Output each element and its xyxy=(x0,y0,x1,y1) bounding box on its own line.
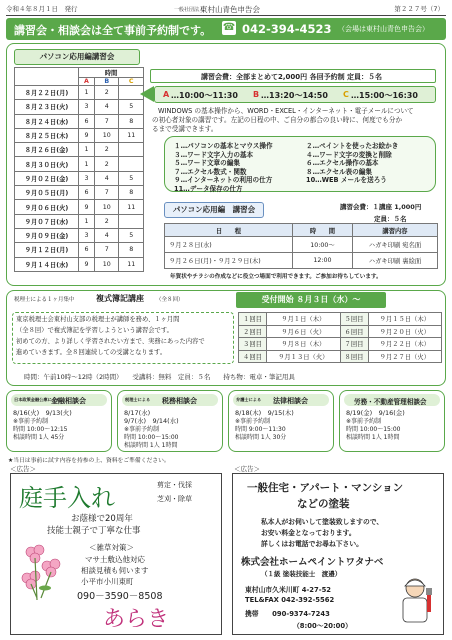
bk-sessions-table xyxy=(238,312,442,363)
paint-line-1: 私本人がお伺いして塗装致しますので、 xyxy=(261,518,384,526)
garden-line-1: マサ土敷込他対応 xyxy=(85,555,145,564)
schedule-date: ８月２３日(火) xyxy=(15,100,79,114)
schedule-c: 5 xyxy=(119,171,144,185)
time-a-letter: A xyxy=(163,90,170,99)
consult-dates: 8/18(木) 9/15(木) xyxy=(235,409,294,417)
bk-session-no: １回目 xyxy=(239,313,267,326)
consult-title-small: 弁護士による xyxy=(236,397,262,402)
apply-head-date: 日 程 xyxy=(165,224,293,237)
garden-line-3: 小平市小川東町 xyxy=(81,577,134,586)
consult-title-small: 税理士による xyxy=(125,397,151,402)
bk-session-no: ２回目 xyxy=(239,325,267,338)
pc-apply-table xyxy=(164,223,438,269)
topic-item: ８…エクセル表の編集 xyxy=(306,167,372,176)
schedule-b: 7 xyxy=(94,243,119,257)
bk-session-no: ５回目 xyxy=(340,313,368,326)
consult-line: ※事前予約制 xyxy=(124,426,160,433)
schedule-row xyxy=(15,228,144,242)
schedule-a: 9 xyxy=(79,200,95,214)
time-c-text: …15:00～16:30 xyxy=(351,91,418,100)
consult-line: 時間 9:00～11:30 xyxy=(235,426,286,433)
schedule-row xyxy=(15,114,144,128)
paint-company: 株式会社ホームペイントワタナベ xyxy=(241,557,384,568)
schedule-a: 6 xyxy=(79,114,95,128)
pc-course-title: パソコン応用編講習会 xyxy=(14,49,140,65)
consult-line: 相談時間 1人 1時間 xyxy=(124,442,178,449)
apply-row2-time: 12:00 xyxy=(293,253,353,269)
issue-number: 第２２７号（7） xyxy=(394,5,444,13)
bk-session-date: ９月８日（木） xyxy=(267,338,341,351)
flower-icon xyxy=(15,540,67,602)
schedule-a: 3 xyxy=(79,228,95,242)
consult-title: 金融相談会 xyxy=(51,396,86,405)
schedule-b: 10 xyxy=(94,200,119,214)
schedule-date: ８月２５日(木) xyxy=(15,128,79,142)
schedule-b: 10 xyxy=(94,257,119,271)
bk-session-no: ７回目 xyxy=(340,338,368,351)
schedule-a: 3 xyxy=(79,171,95,185)
bk-session-date: ９月２０日（火） xyxy=(368,325,442,338)
schedule-c: 11 xyxy=(119,200,144,214)
schedule-row xyxy=(15,157,144,171)
schedule-row xyxy=(15,257,144,271)
consult-title-pill xyxy=(11,394,107,406)
schedule-c xyxy=(119,214,144,228)
consult-line: 相談時間 1人 1時間 xyxy=(346,434,400,441)
time-a-text: …10:00～11:30 xyxy=(171,91,238,100)
schedule-c: 11 xyxy=(119,128,144,142)
paint-address: 東村山市久米川町 4-27-52 xyxy=(245,586,332,594)
schedule-row xyxy=(15,100,144,114)
schedule-row xyxy=(15,200,144,214)
consult-title: 税務相談会 xyxy=(162,396,197,405)
schedule-row xyxy=(15,86,144,100)
bk-session-date: ９月１日（木） xyxy=(267,313,341,326)
pc-desc-1: WINDOWS の基本操作から、WORD・EXCEL・インターネット・電子メールについて xyxy=(158,107,414,115)
apply-row1-date: ９月２８日(水) xyxy=(165,237,293,253)
bk-session-no: ６回目 xyxy=(340,325,368,338)
schedule-b: 7 xyxy=(94,186,119,200)
topic-item: 10…WEB メールを送ろう xyxy=(306,176,387,184)
bk-title-small: 税理士による１ヶ月集中 xyxy=(14,297,75,303)
schedule-c: 5 xyxy=(119,100,144,114)
consult-line: 時間 10:00～12:15 xyxy=(13,426,68,433)
consult-title-pill xyxy=(344,394,440,406)
publisher-name: 東村山青色申告会 xyxy=(200,5,260,14)
schedule-c xyxy=(119,157,144,171)
header-divider xyxy=(6,15,446,16)
course-times xyxy=(154,86,436,103)
banner-phone: 042-394-4523 xyxy=(242,22,332,36)
paint-headline-1: 一般住宅・アパート・マンション xyxy=(247,482,404,494)
schedule-date: ８月２４日(水) xyxy=(15,114,79,128)
pc-desc-2: の初心者対象の講習です。左記の日程の中、ご自分の都合の良い時に、何度でも分か xyxy=(152,116,403,124)
schedule-row xyxy=(15,186,144,200)
schedule-a: 1 xyxy=(79,214,95,228)
garden-phone: 090－3590－8508 xyxy=(77,591,163,602)
notice-text: ★当日は事前に試す内容を持参の上、資料をご準備ください。 xyxy=(8,458,170,464)
consult-title: 労務・不動産管理相談会 xyxy=(354,397,427,406)
pc-desc-3: るまで受講できます。 xyxy=(152,125,218,133)
consult-card xyxy=(6,390,112,452)
topic-item: ３…ワード文字入力の基本 xyxy=(174,150,254,159)
schedule-a: 9 xyxy=(79,128,95,142)
consult-title-pill xyxy=(233,394,329,406)
schedule-date: ９月０５日(月) xyxy=(15,186,79,200)
consult-card xyxy=(117,390,223,452)
paint-hours: （8:00～20:00） xyxy=(293,622,352,630)
banner-note: （会場は東村山青色申告会） xyxy=(338,25,429,33)
pc-schedule-table xyxy=(14,67,144,272)
paint-line-2: お安い料金となっております。 xyxy=(261,529,356,537)
schedule-a: 1 xyxy=(79,86,95,100)
bk-session-date: ９月１５日（木） xyxy=(368,313,442,326)
schedule-b: 2 xyxy=(94,214,119,228)
schedule-c: 5 xyxy=(119,228,144,242)
schedule-row xyxy=(15,143,144,157)
bk-session-no: ４回目 xyxy=(239,350,267,363)
schedule-b: 4 xyxy=(94,100,119,114)
schedule-c: 8 xyxy=(119,114,144,128)
consult-dates: 8/19(金) 9/16(金) xyxy=(346,409,405,417)
ad-paint xyxy=(232,473,444,635)
garden-tagline-2: 技能士親子で丁寧な仕事 xyxy=(47,526,141,536)
consult-card xyxy=(228,390,334,452)
paint-line-3: 詳しくはお電話でお尋ね下さい。 xyxy=(261,540,363,548)
col-c: C xyxy=(119,78,144,86)
bk-session-row xyxy=(239,338,442,351)
schedule-c xyxy=(119,143,144,157)
schedule-date: ９月０７日(水) xyxy=(15,214,79,228)
bk-body-4: 進めていきます。全８回連続しての受講となります。 xyxy=(16,349,167,356)
schedule-date: ９月１２日(月) xyxy=(15,243,79,257)
schedule-time-header: 時間 xyxy=(79,68,144,78)
phone-icon: ☎ xyxy=(222,22,236,33)
schedule-b: 4 xyxy=(94,171,119,185)
schedule-date: ９月０２日(金) xyxy=(15,171,79,185)
issue-date: 令和４年８月１日 発行 xyxy=(6,5,78,13)
schedule-b: 2 xyxy=(94,86,119,100)
topic-item: ４…ワード文字の変換と削除 xyxy=(306,150,392,159)
reservation-banner xyxy=(6,18,446,40)
apply-row2-date: ９月２６日(月)・９月２９日(木) xyxy=(165,253,293,269)
pc-apply-title: パソコン応用編 講習会 xyxy=(164,202,264,218)
consult-dates: 8/16(火) 9/13(火) xyxy=(13,409,72,417)
bk-body-2: （全８回）で複式簿記を学習しようという講習会です。 xyxy=(16,327,173,334)
consult-line: ※事前予約制 xyxy=(13,418,49,425)
pc-apply-capacity: 定員：５名 xyxy=(374,215,407,223)
consult-card xyxy=(339,390,445,452)
schedule-date: ８月２６日(金) xyxy=(15,143,79,157)
time-b-letter: B xyxy=(253,90,260,99)
pc-apply-note: 年賀状やチラシの作成などに役立つ場面で利用できます。ご参加お待ちしています。 xyxy=(170,274,382,280)
consult-line: 時間 10:00～15:00 xyxy=(124,434,179,441)
consult-title-pill xyxy=(122,394,218,406)
apply-row1-time: 10:00～ xyxy=(293,237,353,253)
pc-course-fee: 講習会費：全部まとめて2,000円 各回予約制 定員：５名 xyxy=(201,73,383,81)
paint-headline-2: などの塗装 xyxy=(297,498,350,510)
paint-rep: （１級 塗装技能士 渡邉） xyxy=(261,570,342,578)
bk-body-3: 初めての方、より詳しく学習されたい方まで、実務にあった内容で xyxy=(16,338,205,345)
schedule-c: 8 xyxy=(119,186,144,200)
bk-session-row xyxy=(239,350,442,363)
schedule-row xyxy=(15,243,144,257)
garden-service-2: 芝刈・除草 xyxy=(157,495,192,503)
apply-head-time: 時 間 xyxy=(293,224,353,237)
bk-session-date: ９月６日（火） xyxy=(267,325,341,338)
bk-session-date: ９月２７日（火） xyxy=(368,350,442,363)
schedule-row xyxy=(15,214,144,228)
topic-item: ７…エクセル数式・関数 xyxy=(174,167,247,176)
consult-dates: 9/7(水) 9/14(水) xyxy=(124,417,179,425)
bk-footer: 時間：午前10時～12時（2時間） 受講料：無料 定員：５名 持ち物：電卓・筆記用具 xyxy=(24,373,295,381)
paint-tel: TEL&FAX 042-392-5562 xyxy=(245,596,335,604)
consult-title: 法律相談会 xyxy=(273,396,308,405)
schedule-date: ８月３０日(火) xyxy=(15,157,79,171)
apply-row2-content: ハガキ印刷 裏絵面 xyxy=(353,253,438,269)
fee-box xyxy=(150,69,436,83)
schedule-b: 7 xyxy=(94,114,119,128)
schedule-a: 1 xyxy=(79,157,95,171)
garden-line-2: 相談見積も伺います xyxy=(81,566,149,575)
consult-line: 相談時間 1人 30分 xyxy=(235,434,287,441)
time-b-text: …13:20～14:50 xyxy=(261,91,328,100)
consult-line: ※事前予約制 xyxy=(235,418,271,425)
schedule-date: ８月２２日(月) xyxy=(15,86,79,100)
topic-item: ６…エクセル操作の基本 xyxy=(306,159,379,167)
garden-name: あらき xyxy=(103,607,170,632)
bk-body-1: 東京税理士会東村山支部の税理士が講師を務め、１ヶ月間 xyxy=(16,316,180,323)
schedule-date: ９月１４日(水) xyxy=(15,257,79,271)
schedule-b: 2 xyxy=(94,157,119,171)
banner-text: 講習会・相談会は全て事前予約制です。 xyxy=(14,24,212,37)
schedule-date: ９月０９日(金) xyxy=(15,228,79,242)
schedule-a: 3 xyxy=(79,100,95,114)
consult-title-small: 日本政策金融公庫による xyxy=(14,397,61,402)
topic-item: 11…データ保存の仕方 xyxy=(174,184,243,193)
consult-line: 相談時間 1人 45分 xyxy=(13,434,65,441)
bk-start-banner: 受付開始 ８月３日（水）～ xyxy=(236,292,386,308)
schedule-b: 4 xyxy=(94,228,119,242)
consult-dates: 8/17(水) xyxy=(124,409,151,417)
topic-item: １…パソコンの基本とマウス操作 xyxy=(174,142,273,150)
bk-session-no: ３回目 xyxy=(239,338,267,351)
apply-head-content: 講習内容 xyxy=(353,224,438,237)
bk-title: 複式簿記講座 xyxy=(96,294,144,303)
bk-session-date: ９月１３日（火） xyxy=(267,350,341,363)
garden-headline: 庭手入れ xyxy=(19,484,115,512)
topic-item: ９…インターネットの利用の仕方 xyxy=(174,176,273,184)
schedule-a: 1 xyxy=(79,143,95,157)
schedule-row xyxy=(15,171,144,185)
topic-item: ２…ペイントを使ったお絵かき xyxy=(306,142,399,150)
arrow-left-icon xyxy=(140,86,154,102)
consult-line: ※事前予約制 xyxy=(346,418,382,425)
bk-session-no: ８回目 xyxy=(340,350,368,363)
garden-tagline-1: お蔭様で20周年 xyxy=(71,514,133,524)
consult-line: 時間 10:00～15:00 xyxy=(346,426,401,433)
schedule-a: 9 xyxy=(79,257,95,271)
publisher-small: 一般社団法人 xyxy=(174,7,205,13)
ad-label-right: ＜広告＞ xyxy=(234,465,260,473)
garden-service-1: 剪定・伐採 xyxy=(157,481,192,489)
col-b: B xyxy=(94,78,119,86)
ad-label-left: ＜広告＞ xyxy=(10,465,36,473)
apply-row1-content: ハガキ印刷 宛名面 xyxy=(353,237,438,253)
col-a: A xyxy=(79,78,95,86)
schedule-a: 6 xyxy=(79,186,95,200)
pc-apply-fee: 講習会費：１講座 1,000円 xyxy=(340,203,422,211)
topic-item: ５…ワード文章の編集 xyxy=(174,159,240,167)
bk-session-row xyxy=(239,325,442,338)
bk-session-row xyxy=(239,313,442,326)
schedule-row xyxy=(15,128,144,142)
schedule-b: 2 xyxy=(94,143,119,157)
schedule-date: ９月０６日(火) xyxy=(15,200,79,214)
time-c-letter: C xyxy=(343,90,349,99)
schedule-b: 10 xyxy=(94,128,119,142)
bk-session-date: ９月２２日（木） xyxy=(368,338,442,351)
garden-sub: ＜雑草対策＞ xyxy=(89,543,134,552)
ad-garden xyxy=(10,473,222,635)
painter-icon xyxy=(393,574,437,626)
schedule-corner xyxy=(15,68,79,86)
schedule-c: 11 xyxy=(119,257,144,271)
bk-title-tag: （全８回） xyxy=(156,297,184,303)
schedule-c: 8 xyxy=(119,243,144,257)
schedule-a: 6 xyxy=(79,243,95,257)
paint-mobile: 携帯 090-9374-7243 xyxy=(245,610,330,618)
